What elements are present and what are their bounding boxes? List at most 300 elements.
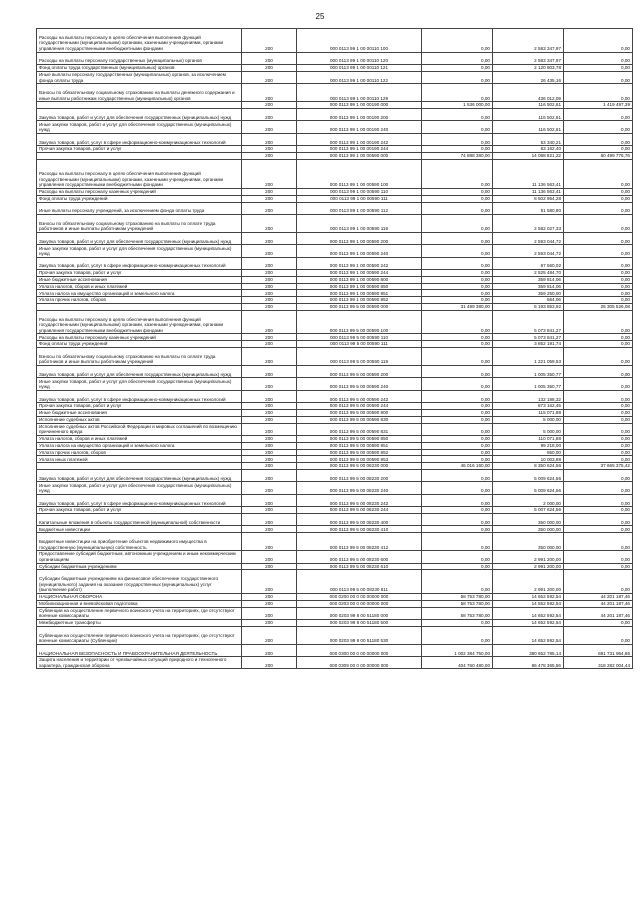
cell-code: 200 (242, 146, 297, 153)
cell-name (37, 102, 242, 109)
cell-kbk: 000 0113 99 5 00 00590 119 (297, 348, 422, 366)
cell-a: 0,00 (422, 482, 493, 494)
cell-c: 0,00 (564, 29, 633, 53)
cell-a: 58 753 780,00 (422, 607, 493, 619)
cell-kbk: 000 0113 99 5 00 00590 850 (297, 436, 422, 443)
cell-a: 404 760 480,00 (422, 657, 493, 669)
cell-a: 0,00 (422, 297, 493, 304)
cell-b: 2 593 044,72 (493, 232, 564, 244)
cell-name: Уплата налогов, сборов и иных платежей (37, 436, 242, 443)
cell-code: 200 (242, 297, 297, 304)
cell-code: 200 (242, 188, 297, 195)
table-row (37, 456, 633, 463)
table-row (37, 463, 633, 470)
cell-a: 0,00 (422, 188, 493, 195)
cell-c: 0,00 (564, 195, 633, 202)
cell-code: 200 (242, 64, 297, 71)
cell-b: 99 218,00 (493, 442, 564, 449)
table-row (37, 513, 633, 525)
cell-c: 0,00 (564, 257, 633, 269)
cell-kbk: 000 0113 99 5 00 00590 200 (297, 366, 422, 378)
table-row (37, 188, 633, 195)
cell-kbk: 000 0113 99 5 00 08230 611 (297, 570, 422, 594)
cell-a: 0,00 (422, 423, 493, 435)
cell-name: Исполнение судебных актов (37, 416, 242, 423)
cell-name: Уплата налогов, сборов и иных платежей (37, 283, 242, 290)
cell-code: 200 (242, 442, 297, 449)
cell-kbk: 000 0113 99 1 00 00190 242 (297, 133, 422, 145)
cell-b: 2 582 027,33 (493, 214, 564, 232)
cell-kbk: 000 0113 99 5 00 08230 240 (297, 482, 422, 494)
cell-code: 200 (242, 403, 297, 410)
table-row (37, 626, 633, 644)
cell-c: 0,00 (564, 619, 633, 626)
cell-code: 200 (242, 366, 297, 378)
cell-a: 0,00 (422, 563, 493, 570)
cell-c: 0,00 (564, 494, 633, 506)
cell-code: 200 (242, 121, 297, 133)
cell-b: 14 652 592,54 (493, 593, 564, 600)
table-row (37, 159, 633, 188)
cell-code: 200 (242, 257, 297, 269)
cell-code: 200 (242, 482, 297, 494)
cell-code: 200 (242, 341, 297, 348)
cell-code: 200 (242, 348, 297, 366)
cell-name: Капитальные вложения в объекты государственной (муниципальной) собственности (37, 513, 242, 525)
table-row (37, 257, 633, 269)
cell-name: Уплата налога на имущество организаций и земельного налога (37, 290, 242, 297)
cell-kbk: 000 0113 99 5 00 08230 000 (297, 463, 422, 470)
cell-code: 200 (242, 416, 297, 423)
cell-a: 0,00 (422, 456, 493, 463)
cell-c: 0,00 (564, 436, 633, 443)
cell-code: 200 (242, 507, 297, 514)
cell-a: 0,00 (422, 202, 493, 214)
cell-a: 0,00 (422, 310, 493, 334)
table-row (37, 619, 633, 626)
cell-name: Иные бюджетные ассигнования (37, 276, 242, 283)
cell-b: 8 502 954,28 (493, 195, 564, 202)
cell-name: Межбюджетные трансферты (37, 619, 242, 626)
cell-kbk: 000 0113 99 1 00 00590 852 (297, 297, 422, 304)
cell-code: 200 (242, 494, 297, 506)
cell-b: 110 071,88 (493, 436, 564, 443)
cell-a: 0,00 (422, 570, 493, 594)
table-row (37, 410, 633, 417)
cell-a: 58 753 780,00 (422, 593, 493, 600)
cell-code: 200 (242, 436, 297, 443)
cell-code: 200 (242, 283, 297, 290)
cell-b: 350 000,00 (493, 513, 564, 525)
table-row (37, 71, 633, 83)
cell-kbk: 000 0113 99 1 00 00590 242 (297, 257, 422, 269)
cell-a: 0,00 (422, 195, 493, 202)
cell-c: 44 201 187,46 (564, 607, 633, 619)
cell-code: 200 (242, 533, 297, 551)
cell-kbk: 000 0113 99 1 00 00590 110 (297, 188, 422, 195)
cell-a: 0,00 (422, 410, 493, 417)
cell-c: 0,00 (564, 146, 633, 153)
table-row (37, 276, 633, 283)
cell-name: Прочая закупка товаров, работ и услуг (37, 507, 242, 514)
cell-b: 1 005 350,77 (493, 378, 564, 390)
cell-name: Закупка товаров, работ и услуг для обеспечения государственных (муниципальных) нужд (37, 366, 242, 378)
cell-b: 564,06 (493, 297, 564, 304)
cell-c: 0,00 (564, 403, 633, 410)
cell-c: 0,00 (564, 52, 633, 64)
cell-name: Взносы по обязательному социальному страхованию на выплаты денежного содержания и иные выплаты работникам государственных (муниципальных) органов (37, 84, 242, 102)
cell-c: 0,00 (564, 469, 633, 481)
cell-b: 1 221 059,53 (493, 348, 564, 366)
cell-kbk: 000 0200 00 0 00 00000 000 (297, 593, 422, 600)
cell-c: 0,00 (564, 482, 633, 494)
cell-a: 0,00 (422, 214, 493, 232)
cell-code: 200 (242, 270, 297, 277)
cell-name: Взносы по обязательному социальному страхованию на выплаты по оплате труда работников и иные выплаты работникам учреждений (37, 348, 242, 366)
table-row (37, 341, 633, 348)
cell-code: 200 (242, 410, 297, 417)
cell-code: 200 (242, 195, 297, 202)
cell-c: 0,00 (564, 570, 633, 594)
cell-code: 200 (242, 469, 297, 481)
cell-code: 200 (242, 152, 297, 159)
cell-kbk: 000 0113 99 1 00 00110 122 (297, 71, 422, 83)
cell-code: 200 (242, 29, 297, 53)
cell-kbk: 000 0203 99 8 00 51180 500 (297, 619, 422, 626)
cell-b: 359 250,00 (493, 290, 564, 297)
cell-name: НАЦИОНАЛЬНАЯ ОБОРОНА (37, 593, 242, 600)
cell-c: 0,00 (564, 533, 633, 551)
cell-code: 200 (242, 202, 297, 214)
cell-b: 5 073 841,27 (493, 310, 564, 334)
cell-kbk: 000 0113 99 1 00 00590 100 (297, 159, 422, 188)
table-row (37, 423, 633, 435)
cell-name: Иные выплаты персоналу учреждений, за исключением фонда оплаты труда (37, 202, 242, 214)
cell-a: 58 753 780,00 (422, 600, 493, 607)
cell-name: Прочая закупка товаров, работ и услуг (37, 403, 242, 410)
cell-name: Расходы на выплаты персоналу в целях обеспечения выполнения функций государственными (муниципальными) органами, казенными учреждениями, органами управления государственными внебюджетными фондами (37, 310, 242, 334)
cell-code: 200 (242, 378, 297, 390)
cell-c: 0,00 (564, 64, 633, 71)
cell-kbk: 000 0113 99 5 00 00590 244 (297, 403, 422, 410)
table-row (37, 507, 633, 514)
cell-a: 0,00 (422, 159, 493, 188)
cell-a: 0,00 (422, 526, 493, 533)
table-row (37, 133, 633, 145)
table-row (37, 593, 633, 600)
cell-kbk: 000 0113 99 1 00 00590 240 (297, 245, 422, 257)
cell-kbk: 000 0113 99 5 00 00590 000 (297, 304, 422, 311)
cell-code: 200 (242, 304, 297, 311)
cell-name: Прочая закупка товаров, работ и услуг (37, 146, 242, 153)
cell-name: Исполнение судебных актов Российской Федерации и мировых соглашений по возмещению причиненного вреда (37, 423, 242, 435)
table-row (37, 533, 633, 551)
cell-a: 1 002 384 750,00 (422, 644, 493, 656)
table-row (37, 403, 633, 410)
table-row (37, 52, 633, 64)
cell-c: 0,00 (564, 276, 633, 283)
cell-code: 200 (242, 71, 297, 83)
cell-code: 200 (242, 84, 297, 102)
cell-b: 436 012,09 (493, 84, 564, 102)
cell-c: 0,00 (564, 334, 633, 341)
cell-kbk: 000 0113 99 1 00 00590 244 (297, 270, 422, 277)
cell-c: 37 665 375,42 (564, 463, 633, 470)
table-row (37, 469, 633, 481)
cell-a: 0,00 (422, 449, 493, 456)
cell-name: Субвенции на осуществление первичного воинского учета на территориях, где отсутствуют военные комиссариаты (Субвенции) (37, 626, 242, 644)
cell-c: 691 731 964,86 (564, 644, 633, 656)
cell-kbk: 000 0113 99 5 00 00590 100 (297, 310, 422, 334)
budget-execution-table (36, 28, 633, 669)
cell-b: 53 340,21 (493, 133, 564, 145)
cell-c: 0,00 (564, 563, 633, 570)
table-row (37, 494, 633, 506)
cell-kbk: 000 0203 99 8 00 51180 000 (297, 607, 422, 619)
cell-b: 51 580,80 (493, 202, 564, 214)
cell-a: 0,00 (422, 533, 493, 551)
cell-a: 46 016 160,00 (422, 463, 493, 470)
cell-name: Субвенции на осуществление первичного воинского учета на территориях, где отсутствуют военные комиссариаты (37, 607, 242, 619)
table-row (37, 570, 633, 594)
cell-c: 1 419 497,39 (564, 102, 633, 109)
cell-b: 6 193 853,92 (493, 304, 564, 311)
cell-name: Иные закупки товаров, работ и услуг для обеспечения государственных (муниципальных) нужд (37, 482, 242, 494)
cell-c: 0,00 (564, 71, 633, 83)
cell-a: 0,00 (422, 276, 493, 283)
cell-name: Расходы на выплаты персоналу в целях обеспечения выполнения функций государственными (муниципальными) органами, казенными учреждениями, органами управления государственными внебюджетными фондами (37, 29, 242, 53)
table-row (37, 310, 633, 334)
cell-kbk: 000 0113 99 1 00 00590 119 (297, 214, 422, 232)
cell-b: 873 162,45 (493, 403, 564, 410)
cell-b: 5 000,00 (493, 416, 564, 423)
cell-b: 8 350 624,56 (493, 463, 564, 470)
cell-c: 25 305 526,08 (564, 304, 633, 311)
cell-a: 0,00 (422, 146, 493, 153)
cell-a: 0,00 (422, 378, 493, 390)
cell-b: 86 478 365,56 (493, 657, 564, 669)
cell-code: 200 (242, 102, 297, 109)
cell-kbk: 000 0113 99 5 00 00590 853 (297, 456, 422, 463)
cell-a: 0,00 (422, 290, 493, 297)
table-row (37, 304, 633, 311)
cell-kbk: 000 0113 99 5 00 08230 244 (297, 507, 422, 514)
cell-a: 0,00 (422, 390, 493, 402)
cell-a: 0,00 (422, 84, 493, 102)
cell-c: 44 201 187,46 (564, 600, 633, 607)
cell-name: Иные выплаты персоналу государственных (муниципальных) органов, за исключением фонда оплаты труда (37, 71, 242, 83)
cell-kbk: 000 0113 99 5 00 08230 400 (297, 513, 422, 525)
cell-name: Иные закупки товаров, работ и услуг для обеспечения государственных (муниципальных) нужд (37, 378, 242, 390)
table-row (37, 526, 633, 533)
cell-kbk: 000 0203 00 0 00 00000 000 (297, 600, 422, 607)
cell-kbk: 000 0113 99 1 00 00590 200 (297, 232, 422, 244)
cell-code: 200 (242, 644, 297, 656)
cell-name: Иные закупки товаров, работ и услуг для обеспечения государственных (муниципальных) нужд (37, 245, 242, 257)
cell-c: 0,00 (564, 232, 633, 244)
cell-name: Бюджетные инвестиции на приобретение объектов недвижимого имущества в государственную (муниципальную) собственность (37, 533, 242, 551)
cell-c: 0,00 (564, 121, 633, 133)
table-row (37, 29, 633, 53)
table-row (37, 436, 633, 443)
cell-c: 0,00 (564, 270, 633, 277)
cell-name: Закупка товаров, работ и услуг для обеспечения государственных (муниципальных) нужд (37, 108, 242, 120)
cell-a: 0,00 (422, 133, 493, 145)
cell-code: 200 (242, 245, 297, 257)
cell-kbk: 000 0113 99 1 00 00590 112 (297, 202, 422, 214)
cell-kbk: 000 0113 99 1 00 00590 800 (297, 276, 422, 283)
cell-kbk: 000 0113 99 5 00 00590 110 (297, 334, 422, 341)
cell-b: 14 652 592,54 (493, 607, 564, 619)
cell-c: 0,00 (564, 283, 633, 290)
cell-code: 200 (242, 456, 297, 463)
cell-a: 0,00 (422, 348, 493, 366)
cell-b: 11 136 563,41 (493, 188, 564, 195)
cell-b: 2 120 803,78 (493, 64, 564, 71)
cell-b: 2 583 347,97 (493, 29, 564, 53)
cell-a: 0,00 (422, 626, 493, 644)
cell-c: 0,00 (564, 84, 633, 102)
cell-c: 0,00 (564, 378, 633, 390)
cell-b: 116 502,61 (493, 102, 564, 109)
cell-code: 200 (242, 563, 297, 570)
table-row (37, 245, 633, 257)
cell-a: 0,00 (422, 29, 493, 53)
cell-kbk: 000 0113 99 5 00 00590 240 (297, 378, 422, 390)
cell-a: 0,00 (422, 494, 493, 506)
table-row (37, 334, 633, 341)
cell-b: 5 009 624,56 (493, 469, 564, 481)
cell-code: 200 (242, 423, 297, 435)
cell-name: Уплата прочих налогов, сборов (37, 297, 242, 304)
cell-name: Закупка товаров, работ, услуг в сфере информационно-коммуникационных технологий (37, 257, 242, 269)
cell-b: 2 593 044,72 (493, 245, 564, 257)
table-row (37, 442, 633, 449)
cell-name: Иные бюджетные ассигнования (37, 410, 242, 417)
cell-b: 10 003,88 (493, 456, 564, 463)
table-row (37, 146, 633, 153)
table-row (37, 366, 633, 378)
cell-a: 0,00 (422, 366, 493, 378)
table-row (37, 644, 633, 656)
cell-c: 0,00 (564, 348, 633, 366)
table-row (37, 482, 633, 494)
cell-code: 200 (242, 159, 297, 188)
table-row (37, 108, 633, 120)
cell-name: Расходы на выплаты персоналу государственных (муниципальных) органов (37, 52, 242, 64)
cell-name: Уплата налога на имущество организаций и земельного налога (37, 442, 242, 449)
table-row (37, 607, 633, 619)
table-row (37, 270, 633, 277)
cell-kbk: 000 0113 99 1 00 00190 000 (297, 102, 422, 109)
cell-kbk: 000 0113 99 5 00 08230 600 (297, 551, 422, 563)
cell-b: 115 071,88 (493, 410, 564, 417)
cell-c: 0,00 (564, 423, 633, 435)
cell-b: 5 000,00 (493, 423, 564, 435)
cell-kbk: 000 0113 99 1 00 00590 850 (297, 283, 422, 290)
cell-code: 200 (242, 463, 297, 470)
table-row (37, 657, 633, 669)
table-row (37, 390, 633, 402)
page-number: 25 (315, 12, 325, 21)
cell-a: 74 888 380,00 (422, 152, 493, 159)
cell-code: 200 (242, 52, 297, 64)
cell-name: Закупка товаров, работ и услуг для обеспечения государственных (муниципальных) нужд (37, 469, 242, 481)
cell-a: 31 499 380,00 (422, 304, 493, 311)
cell-c: 0,00 (564, 513, 633, 525)
cell-name: Субсидии бюджетным учреждениям (37, 563, 242, 570)
cell-kbk: 000 0113 99 5 00 08230 200 (297, 469, 422, 481)
cell-b: 2 583 347,97 (493, 52, 564, 64)
cell-kbk: 000 0113 99 1 00 00190 244 (297, 146, 422, 153)
cell-name: Защита населения и территории от чрезвычайных ситуаций природного и техногенного характера, гражданская оборона (37, 657, 242, 669)
cell-kbk: 000 0203 99 8 00 51180 530 (297, 626, 422, 644)
table-row (37, 202, 633, 214)
cell-c: 0,00 (564, 214, 633, 232)
cell-name: НАЦИОНАЛЬНАЯ БЕЗОПАСНОСТЬ И ПРАВООХРАНИТЕЛЬНАЯ ДЕЯТЕЛЬНОСТЬ (37, 644, 242, 656)
cell-b: 14 652 592,54 (493, 626, 564, 644)
cell-c: 0,00 (564, 341, 633, 348)
cell-b: 380 652 785,14 (493, 644, 564, 656)
cell-kbk: 000 0113 99 1 00 00190 240 (297, 121, 422, 133)
cell-b: 14 552 592,54 (493, 600, 564, 607)
cell-c: 44 201 187,46 (564, 593, 633, 600)
cell-kbk: 000 0113 99 1 00 00190 200 (297, 108, 422, 120)
cell-kbk: 000 0113 99 1 00 00590 851 (297, 290, 422, 297)
cell-a: 0,00 (422, 283, 493, 290)
cell-b: 63 162,40 (493, 146, 564, 153)
cell-c: 0,00 (564, 366, 633, 378)
cell-kbk: 000 0309 00 0 00 00000 000 (297, 657, 422, 669)
cell-code: 200 (242, 290, 297, 297)
cell-a: 0,00 (422, 270, 493, 277)
cell-c: 0,00 (564, 245, 633, 257)
table-row (37, 214, 633, 232)
table-row (37, 600, 633, 607)
table-row (37, 563, 633, 570)
cell-c: 0,00 (564, 456, 633, 463)
cell-name: Расходы на выплаты персоналу казенных учреждений (37, 334, 242, 341)
cell-b: 26 435,16 (493, 71, 564, 83)
cell-name: Иные закупки товаров, работ и услуг для обеспечения государственных (муниципальных) нужд (37, 121, 242, 133)
cell-kbk: 000 0113 99 1 00 00590 111 (297, 195, 422, 202)
cell-c: 0,00 (564, 551, 633, 563)
cell-b: 14 652 592,54 (493, 619, 564, 626)
cell-code: 200 (242, 626, 297, 644)
cell-a: 0,00 (422, 436, 493, 443)
table-row (37, 416, 633, 423)
cell-kbk: 000 0113 99 5 00 08230 242 (297, 494, 422, 506)
cell-c: 0,00 (564, 626, 633, 644)
cell-code: 200 (242, 108, 297, 120)
cell-a: 0,00 (422, 108, 493, 120)
cell-b: 5 009 624,56 (493, 482, 564, 494)
cell-name: Фонд оплаты труда учреждений (37, 195, 242, 202)
cell-name: Закупка товаров, работ и услуг для обеспечения государственных (муниципальных) нужд (37, 232, 242, 244)
cell-kbk: 000 0113 99 1 00 00110 121 (297, 64, 422, 71)
cell-code: 200 (242, 513, 297, 525)
cell-name: Прочая закупка товаров, работ и услуг (37, 270, 242, 277)
table-row (37, 283, 633, 290)
cell-b: 359 814,06 (493, 283, 564, 290)
cell-b: 67 560,02 (493, 257, 564, 269)
cell-a: 0,00 (422, 232, 493, 244)
cell-kbk: 000 0113 99 1 00 00110 100 (297, 29, 422, 53)
cell-name: Бюджетные инвестиции (37, 526, 242, 533)
cell-name: Мобилизационная и вневойсковая подготовка (37, 600, 242, 607)
cell-b: 2 991 200,00 (493, 563, 564, 570)
cell-c: 0,00 (564, 442, 633, 449)
